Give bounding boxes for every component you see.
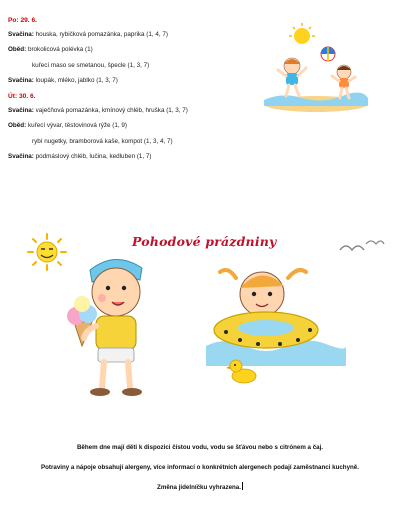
change-note xyxy=(0,482,400,491)
water-note: Během dne mají děti k dispozici čistou vodu, vodu se šťávou nebo s citrónem a čaj. xyxy=(76,444,324,451)
meal-label: Oběd: xyxy=(8,46,27,54)
menu-row-snack xyxy=(8,76,278,87)
menu-row-lunch-main: kuřecí maso se smetanou, špecle (1, 3, 7) xyxy=(32,61,150,69)
allergen-note: Potraviny a nápoje obsahují alergeny, více informací o konkrétních alergenech podají zaměstnanci kuchyně. xyxy=(41,464,359,471)
ice-cream-boy-icon xyxy=(60,250,170,400)
duck-icon xyxy=(226,356,260,386)
meal-label: Svačina: xyxy=(8,30,34,38)
menu-row-snack xyxy=(8,106,278,117)
meal-label: Svačina: xyxy=(8,77,34,85)
menu-row-lunch xyxy=(8,45,278,56)
menu-row-snack xyxy=(8,30,278,41)
day-label: Po: 29. 6. xyxy=(8,17,37,24)
seagull-icon xyxy=(336,236,386,262)
meal-text: podmáslový chléb, lučina, kedluben (1, 7) xyxy=(35,153,152,161)
meal-text: vaječňová pomazánka, kmínový chléb, hruška (1, 3, 7) xyxy=(35,106,188,114)
day-label: Út: 30. 6. xyxy=(8,92,36,100)
menu-row-lunch-main: rybí nugetky, bramborová kaše, kompot (1, 3, 4, 7) xyxy=(32,137,173,145)
menu xyxy=(8,14,278,168)
beach-kids-icon xyxy=(262,22,370,112)
menu-row-lunch xyxy=(8,121,278,132)
meal-text: houska, rybičková pomazánka, paprika (1, 4, 7) xyxy=(35,30,168,38)
meal-label: Svačina: xyxy=(8,153,34,161)
meal-text: kuřecí vývar, těstovinová rýže (1, 9) xyxy=(27,122,127,130)
menu-row-snack xyxy=(8,152,278,163)
swim-ring-girl-icon xyxy=(206,256,346,366)
meal-text: loupák, mléko, jablko (1, 3, 7) xyxy=(35,77,118,85)
meal-label: Svačina: xyxy=(8,106,34,114)
text-cursor xyxy=(242,482,243,490)
meal-label: Oběd: xyxy=(8,122,27,130)
page-title: Pohodové prázdniny xyxy=(132,234,277,249)
change-note-text: Změna jídelníčku vyhrazena. xyxy=(157,484,241,491)
meal-text: brokolicová polévka (1) xyxy=(27,46,93,54)
